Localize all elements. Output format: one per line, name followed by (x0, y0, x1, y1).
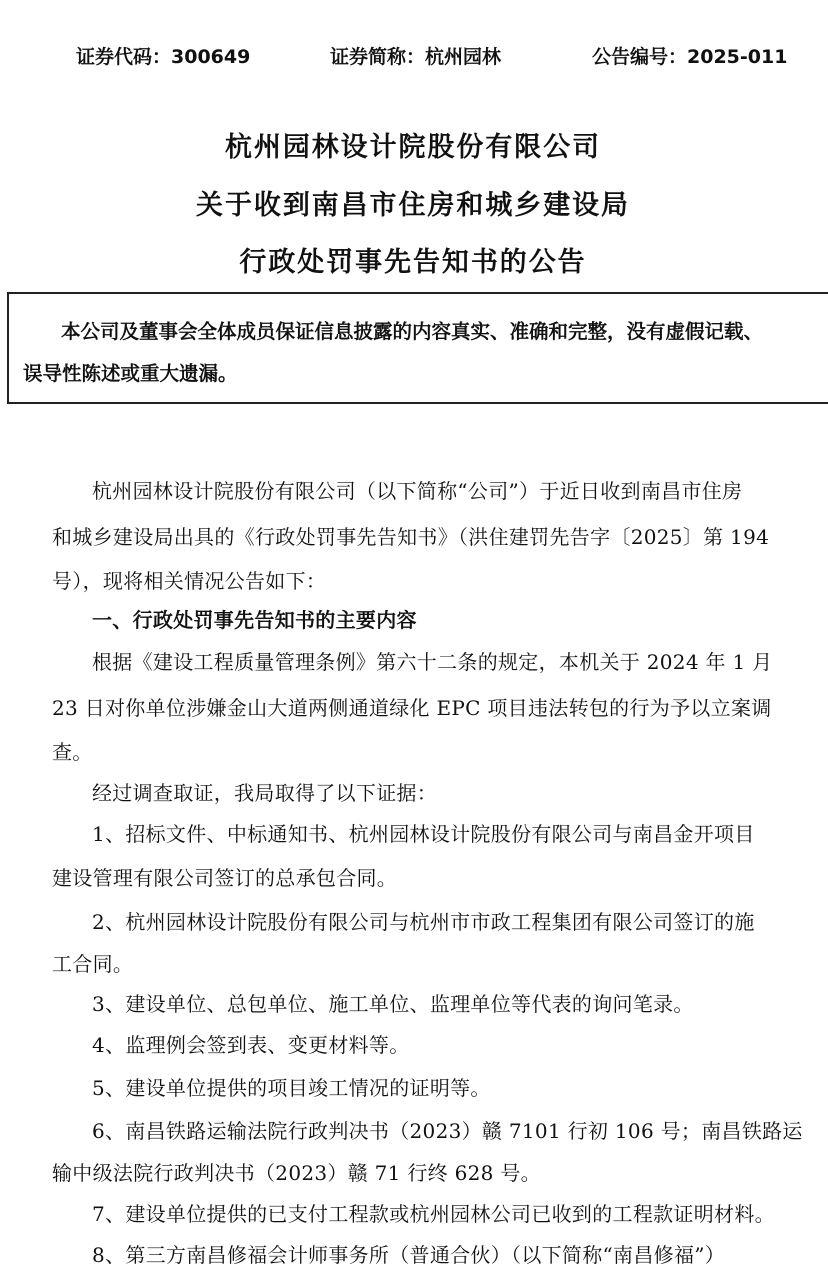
paragraph-line: 根据《建设工程质量管理条例》第六十二条的规定，本机关于 2024 年 1 月 (92, 650, 773, 674)
title-subject: 关于收到南昌市住房和城乡建设局 (196, 190, 630, 221)
disclosure-statement-line: 本公司及董事会全体成员保证信息披露的内容真实、准确和完整，没有虚假记载、 (61, 320, 764, 343)
evidence-item: 7、建设单位提供的已支付工程款或杭州园林公司已收到的工程款证明材料。 (92, 1202, 775, 1226)
evidence-item: 2、杭州园林设计院股份有限公司与杭州市市政工程集团有限公司签订的施 (92, 910, 755, 934)
disclosure-statement-line: 误导性陈述或重大遗漏。 (23, 362, 238, 385)
title-company: 杭州园林设计院股份有限公司 (224, 132, 602, 163)
evidence-item: 1、招标文件、中标通知书、杭州园林设计院股份有限公司与南昌金开项目 (92, 822, 755, 846)
evidence-item-continuation: 输中级法院行政判决书（2023）赣 71 行终 628 号。 (52, 1161, 541, 1185)
section-heading: 一、行政处罚事先告知书的主要内容 (92, 608, 417, 632)
evidence-item-continuation: 建设管理有限公司签订的总承包合同。 (52, 866, 398, 890)
evidence-item: 3、建设单位、总包单位、施工单位、监理单位等代表的询问笔录。 (92, 992, 694, 1016)
evidence-item: 5、建设单位提供的项目竣工情况的证明等。 (92, 1076, 491, 1100)
paragraph-line: 查。 (52, 740, 93, 764)
evidence-item-continuation: 工合同。 (52, 952, 134, 976)
evidence-item: 6、南昌铁路运输法院行政判决书（2023）赣 7101 行初 106 号；南昌铁路运 (92, 1119, 803, 1143)
paragraph-line: 经过调查取证，我局取得了以下证据： (92, 781, 438, 805)
paragraph-line: 和城乡建设局出具的《行政处罚事先告知书》（洪住建罚先告字〔2025〕第 194 (52, 525, 770, 549)
paragraph-line: 23 日对你单位涉嫌金山大道两侧通道绿化 EPC 项目违法转包的行为予以立案调 (52, 696, 772, 720)
securities-code: 证券代码：300649 (76, 46, 251, 68)
evidence-item: 8、第三方南昌修福会计师事务所（普通合伙）（以下简称“南昌修福”） (92, 1243, 726, 1267)
paragraph-line: 杭州园林设计院股份有限公司（以下简称“公司”）于近日收到南昌市住房 (92, 479, 743, 503)
evidence-item: 4、监理例会签到表、变更材料等。 (92, 1033, 410, 1057)
disclosure-statement-box (7, 292, 828, 404)
paragraph-line: 号），现将相关情况公告如下： (52, 569, 327, 593)
announcement-number: 公告编号：2025-011 (592, 46, 788, 68)
securities-abbreviation: 证券简称：杭州园林 (330, 46, 502, 68)
title-document: 行政处罚事先告知书的公告 (239, 247, 587, 278)
